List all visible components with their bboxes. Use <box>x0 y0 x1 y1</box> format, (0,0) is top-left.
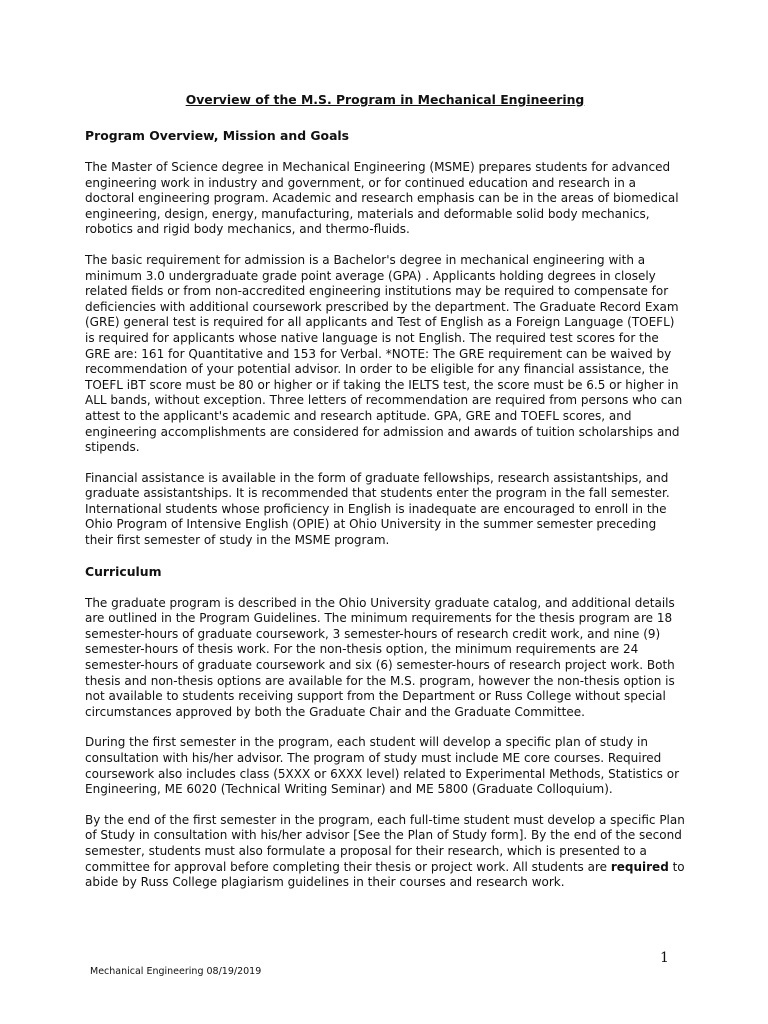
proposal-text-after: to abide by Russ College plagiarism guidelines in their courses and research work. <box>85 859 685 890</box>
paragraph-plan-of-study: During the first semester in the program, each student will develop a specific plan of study in consultation with his/her advisor. The program of study must include ME core courses. Required coursework also includes class (5XXX or 6XXX level) related to Experimental Methods, Statistics or Engineering, ME 6020 (Technical Writing Seminar) and ME 5800 (Graduate Colloquium). <box>85 735 680 797</box>
section-heading-overview: Program Overview, Mission and Goals <box>85 128 350 143</box>
required-emphasis: required <box>610 859 669 874</box>
paragraph-graduate-program: The graduate program is described in the Ohio University graduate catalog, and additional details are outlined in the Program Guidelines. The minimum requirements for the thesis program are 18 semester-hours of graduate coursework, 3 semester-hours of research credit work, and nine (9) semester-hours of thesis work. For the non-thesis option, the minimum requirements are 24 semester-hours of graduate coursework and six (6) semester-hours of research project work. Both thesis and non-thesis options are available for the M.S. program, however the non-thesis option is not available to students receiving support from the Department or Russ College without special circumstances approved by both the Graduate Chair and the Graduate Committee. <box>85 595 675 719</box>
proposal-text-before: By the end of the first semester in the program, each full-time student must develop a specific Plan of Study in consultation with his/her advisor [See the Plan of Study form]. By the end of the second semester, students must also formulate a proposal for their research, which is presented to a committee for approval before completing their thesis or project work. All students are <box>85 812 685 874</box>
document-title: Overview of the M.S. Program in Mechanical Engineering <box>185 92 585 107</box>
paragraph-proposal <box>85 813 685 891</box>
paragraph-financial-assistance: Financial assistance is available in the form of graduate fellowships, research assistantships, and graduate assistantships. It is recommended that students enter the program in the fall semester. International students whose proficiency in English is inadequate are encouraged to enroll in the Ohio Program of Intensive English (OPIE) at Ohio University in the summer semester preceding their first semester of study in the MSME program. <box>85 470 670 548</box>
document-page <box>85 92 685 906</box>
section-heading-curriculum: Curriculum <box>85 563 162 579</box>
paragraph-msme-intro: The Master of Science degree in Mechanical Engineering (MSME) prepares students for advanced engineering work in industry and government, or for continued education and research in a doctoral engineering program. Academic and research emphasis can be in the areas of biomedical engineering, design, energy, manufacturing, materials and deformable solid body mechanics, robotics and rigid body mechanics, and thermo-fluids. <box>85 160 679 237</box>
page-number: 1 <box>660 950 669 966</box>
paragraph-admission: The basic requirement for admission is a Bachelor's degree in mechanical engineering with a minimum 3.0 undergraduate grade point average (GPA) . Applicants holding degrees in closely related fields or from non-accredited engineering institutions may be required to compensate for deficiencies with additional coursework prescribed by the department. The Graduate Record Exam (GRE) general test is required for all applicants and Test of English as a Foreign Language (TOEFL) is required for applicants whose native language is not English. The required test scores for the GRE are: 161 for Quantitative and 153 for Verbal. *NOTE: The GRE requirement can be waived by recommendation of your potential advisor. In order to be eligible for any financial assistance, the TOEFL iBT score must be 80 or higher or if taking the IELTS test, the score must be 6.5 or higher in ALL bands, without exception. Three letters of recommendation are required from persons who can attest to the applicant's academic and research aptitude. GPA, GRE and TOEFL scores, and engineering accomplishments are considered for admission and awards of tuition scholarships and stipends. <box>85 252 683 455</box>
page-footer: Mechanical Engineering 08/19/2019 <box>90 966 262 977</box>
